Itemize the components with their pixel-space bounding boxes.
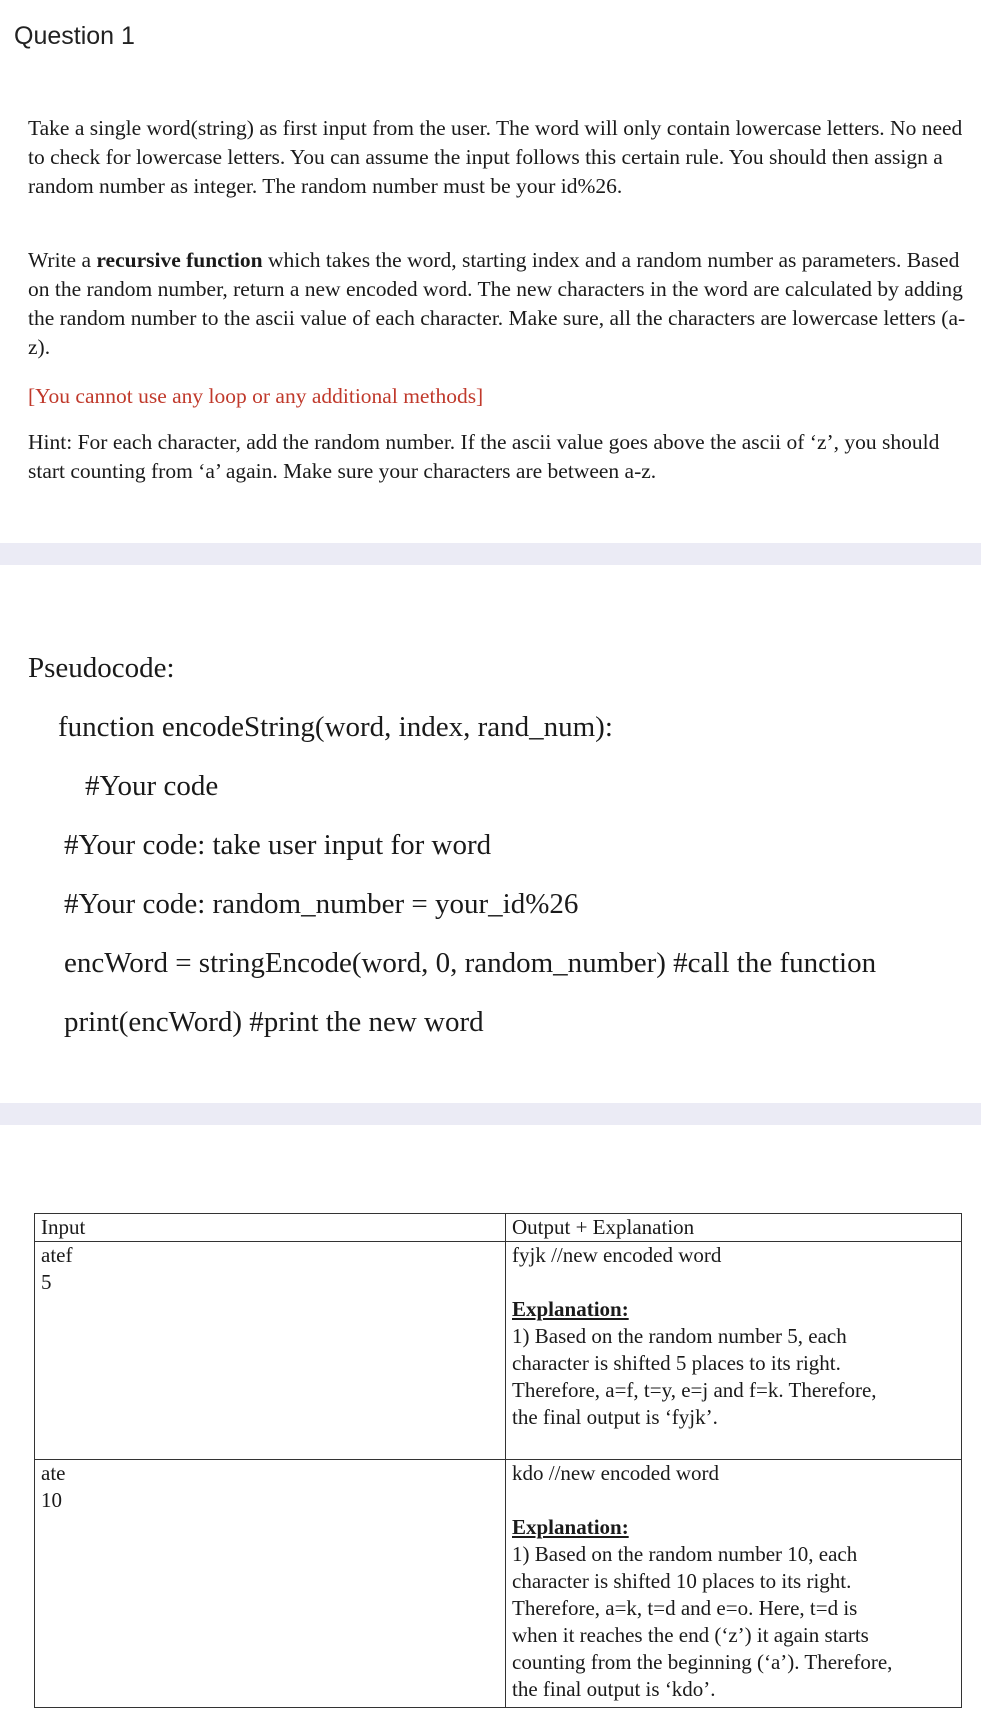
- header-output: Output + Explanation: [506, 1214, 962, 1242]
- explanation-line: Therefore, a=k, t=d and e=o. Here, t=d is: [512, 1596, 858, 1620]
- output-cell: [506, 1242, 962, 1460]
- output-word: fyjk //new encoded word: [512, 1243, 722, 1267]
- explanation-line: character is shifted 5 places to its right.: [512, 1351, 841, 1375]
- code-line-input: #Your code: take user input for word: [64, 829, 492, 861]
- code-line-random: #Your code: random_number = your_id%26: [64, 888, 579, 920]
- header-input: Input: [35, 1214, 506, 1242]
- section-divider: [0, 1103, 981, 1125]
- explanation-line: the final output is ‘kdo’.: [512, 1677, 716, 1701]
- explanation-line: 1) Based on the random number 10, each: [512, 1542, 858, 1566]
- explanation-line: the final output is ‘fyjk’.: [512, 1405, 718, 1429]
- output-word: kdo //new encoded word: [512, 1461, 720, 1485]
- explanation-label: Explanation:: [512, 1297, 629, 1321]
- code-line-print: print(encWord) #print the new word: [64, 1006, 484, 1038]
- pseudocode-heading: Pseudocode:: [28, 652, 175, 684]
- code-line-call: encWord = stringEncode(word, 0, random_number) #call the function: [64, 947, 877, 979]
- code-line-your-code: #Your code: [85, 770, 219, 802]
- input-number: 10: [41, 1488, 62, 1512]
- table-row: [35, 1460, 962, 1708]
- constraint-note: [You cannot use any loop or any additional methods]: [28, 384, 484, 408]
- input-number: 5: [41, 1270, 52, 1294]
- input-cell: [35, 1460, 506, 1708]
- task-bold-term: recursive function: [96, 248, 263, 272]
- question-title: Question 1: [14, 22, 135, 50]
- input-cell: [35, 1242, 506, 1460]
- explanation-line: character is shifted 10 places to its right.: [512, 1569, 852, 1593]
- table-header-row: [35, 1214, 962, 1242]
- input-word: ate: [41, 1461, 66, 1485]
- input-word: atef: [41, 1243, 73, 1267]
- code-line-function: function encodeString(word, index, rand_num):: [58, 711, 613, 743]
- task-rest: which takes the word, starting index and a random number as parameters. Based on the random number, return a new encoded word. The new characters in the word are calculated by adding the random number to the ascii value of each character. Make sure, all the characters are lowercase letters (a-z).: [28, 248, 966, 359]
- task-paragraph: [28, 246, 968, 362]
- section-divider: [0, 543, 981, 565]
- explanation-line: when it reaches the end (‘z’) it again starts: [512, 1623, 869, 1647]
- hint-paragraph: Hint: For each character, add the random number. If the ascii value goes above the ascii of ‘z’, you should start counting from ‘a’ again. Make sure your characters are between a-z.: [28, 430, 940, 483]
- table-row: [35, 1242, 962, 1460]
- example-table: [34, 1213, 962, 1708]
- output-cell: [506, 1460, 962, 1708]
- task-prefix: Write a: [28, 248, 97, 272]
- explanation-line: Therefore, a=f, t=y, e=j and f=k. Therefore,: [512, 1378, 877, 1402]
- explanation-line: counting from the beginning (‘a’). Therefore,: [512, 1650, 893, 1674]
- explanation-line: 1) Based on the random number 5, each: [512, 1324, 847, 1348]
- explanation-label: Explanation:: [512, 1515, 629, 1539]
- intro-paragraph: Take a single word(string) as first input from the user. The word will only contain lowercase letters. No need to check for lowercase letters. You can assume the input follows this certain rule. You should then assign a random number as integer. The random number must be your id%26.: [28, 116, 963, 198]
